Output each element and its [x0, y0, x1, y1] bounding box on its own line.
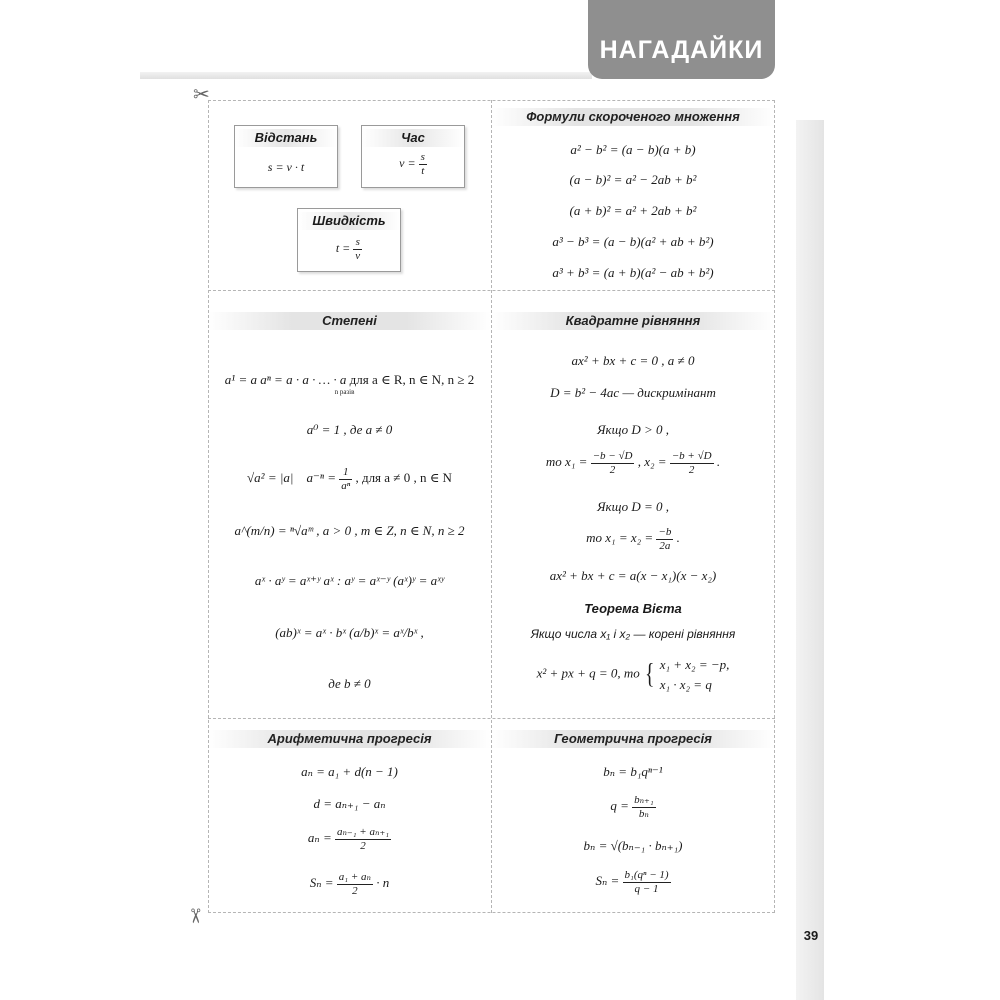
formula: (ab)ˣ = aˣ · bˣ (a/b)ˣ = aˣ/bˣ ,	[275, 625, 424, 640]
time-box	[361, 125, 465, 188]
formula: a² − b² = (a − b)(a + b)	[570, 142, 696, 157]
formula: ax² + bx + c = a(x − x₁)(x − x₂)	[549, 568, 717, 583]
formula: a¹ = a aⁿ = a · a · … · a для a ∈ R, n ∈ N, n ≥ 2	[224, 372, 475, 387]
formula: a³ + b³ = (a + b)(a² − ab + b²)	[552, 265, 714, 280]
speed-box	[297, 208, 401, 272]
formula: aₙ = a₁ + d(n − 1)	[301, 764, 398, 779]
formula: bₙ = √(bₙ₋₁ · bₙ₊₁)	[583, 838, 683, 853]
section-title: Квадратне рівняння	[491, 312, 775, 330]
page-number: 39	[803, 928, 819, 943]
formula: ax² + bx + c = 0 , a ≠ 0	[571, 353, 695, 368]
formula: a⁰ = 1 , де a ≠ 0	[306, 422, 393, 437]
vieta-text: Якщо числа x₁ і x₂ — корені рівняння	[530, 627, 736, 641]
section-title: Геометрична прогресія	[491, 730, 775, 748]
section-title: Степені	[208, 312, 491, 330]
formula: a³ − b³ = (a − b)(a² + ab + b²)	[552, 234, 714, 249]
formula: (a + b)² = a² + 2ab + b²	[569, 203, 697, 218]
formula: Якщо D > 0 ,	[596, 422, 669, 437]
time-formula: v = $\frac{s}{t}$	[399, 151, 425, 177]
formula: то x₁ = $\frac{-b - √D}{2}$ , x₂ = $\frac{-b + √D}{2}$ .	[545, 450, 721, 476]
formula: Sₙ = $\frac{\text{b₁(qⁿ − 1)}}{q - 1}$	[595, 869, 669, 895]
formula: √a² = |a| a⁻ⁿ = $\frac{1}{\text{aⁿ}}$ , для a ≠ 0 , n ∈ N	[247, 466, 452, 492]
distance-title: Відстань	[235, 129, 337, 147]
section-title: Формули скороченого множення	[491, 108, 775, 126]
formula: aˣ · aʸ = aˣ⁺ʸ aˣ : aʸ = aˣ⁻ʸ (aˣ)ʸ = aˣʸ	[254, 573, 445, 588]
page-header-tab	[588, 0, 775, 79]
scissors-icon: ✂	[193, 82, 210, 106]
time-title: Час	[362, 129, 464, 147]
distance-formula: s = v · t	[267, 160, 305, 174]
section-title: Арифметична прогресія	[208, 730, 491, 748]
formula-note: n разів	[334, 388, 355, 396]
arithmetic-section	[208, 718, 491, 913]
side-bar	[796, 120, 824, 1000]
formula: Sₙ = $\frac{\text{a₁ + aₙ}}{2}$ · n	[309, 871, 390, 897]
formula: a^(m/n) = ⁿ√aᵐ , a > 0 , m ∈ Z, n ∈ N, n ≥ 2	[234, 523, 465, 538]
motion-section	[208, 100, 491, 290]
formula: q = $\frac{\text{bₙ₊₁}}{\text{bₙ}}$	[610, 794, 654, 820]
formula: D = b² − 4ac — дискримінант	[550, 385, 716, 400]
formula: де b ≠ 0	[328, 676, 371, 691]
powers-section	[208, 290, 491, 718]
formula: то x₁ = x₂ = $\frac{-b}{2a}$ .	[586, 526, 680, 552]
formula: aₙ = $\frac{\text{aₙ₋₁ + aₙ₊₁}}{2}$	[307, 826, 390, 852]
speed-title: Швидкість	[298, 212, 400, 230]
quadratic-section	[491, 290, 775, 718]
page-header-title: НАГАДАЙКИ	[599, 36, 764, 64]
formula: bₙ = b₁qⁿ⁻¹	[603, 764, 663, 779]
geometric-section	[491, 718, 775, 913]
vieta-title: Теорема Вієта	[584, 601, 682, 616]
formula: Якщо D = 0 ,	[596, 499, 669, 514]
short-mult-section	[491, 100, 775, 290]
distance-box	[234, 125, 338, 188]
scissors-icon: ✂	[183, 907, 208, 925]
top-rule	[140, 72, 592, 79]
formula: d = aₙ₊₁ − aₙ	[313, 796, 386, 811]
formula: (a − b)² = a² − 2ab + b²	[569, 172, 697, 187]
speed-formula: t = $\frac{s}{v}$	[335, 236, 361, 262]
vieta-formula: x² + px + q = 0, то { x₁ + x₂ = −p, x₁ · x₂ = q	[536, 657, 730, 692]
brace-icon: {	[645, 658, 655, 690]
